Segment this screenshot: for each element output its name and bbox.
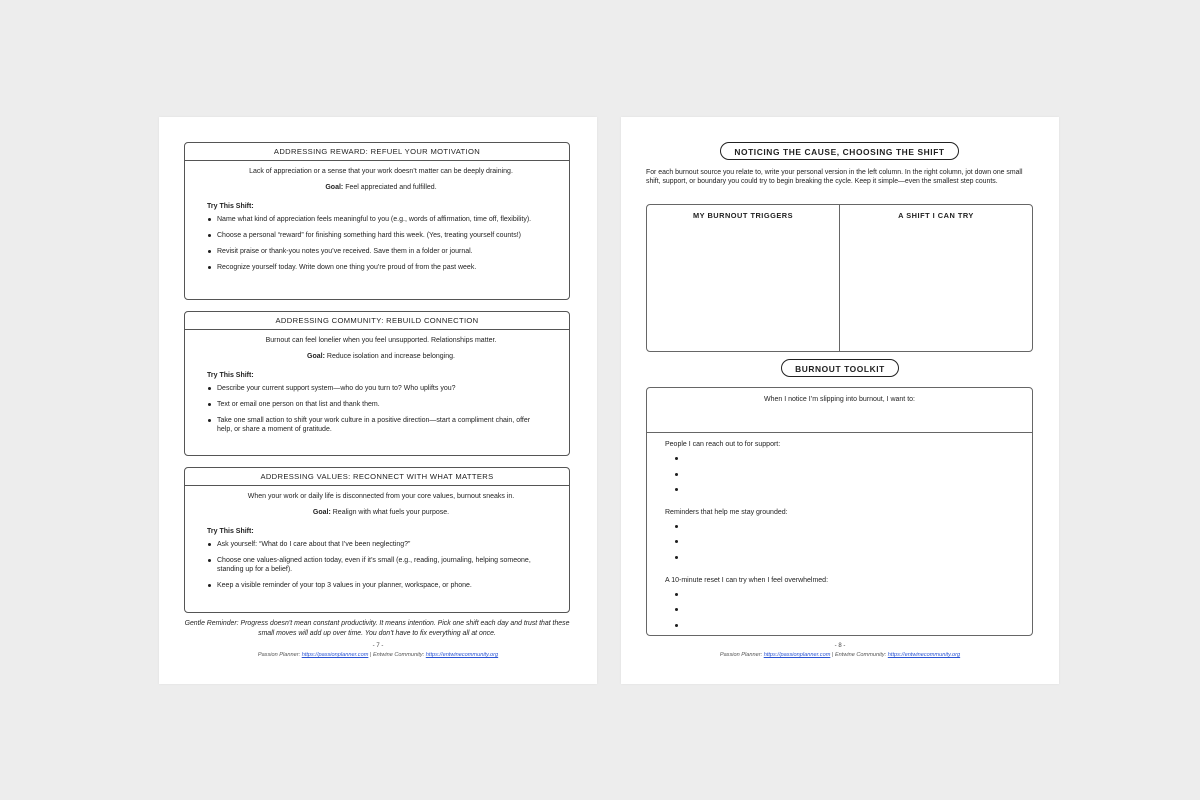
try-label: Try This Shift:: [207, 203, 254, 210]
section-intro: When your work or daily life is disconnected from your core values, burnout sneaks in.: [247, 493, 515, 500]
toolkit-label: Reminders that help me stay grounded:: [665, 508, 788, 516]
list-item: Choose a personal “reward” for finishing something hard this week. (Yes, treating yourself counts!): [217, 231, 557, 240]
page-8: [621, 117, 1059, 684]
passion-planner-link[interactable]: https://passionplanner.com: [301, 652, 369, 658]
toolkit-heading: BURNOUT TOOLKIT: [781, 359, 899, 377]
entwine-community-link[interactable]: https://entwinecommunity.org: [887, 652, 961, 658]
shift-list: [205, 215, 557, 272]
try-label: Try This Shift:: [207, 372, 254, 379]
list-item: Ask yourself: “What do I care about that I’ve been neglecting?”: [217, 540, 557, 549]
list-item: Choose one values-aligned action today, even if it’s small (e.g., reading, journaling, helping someone, standing up for a belief).: [217, 556, 557, 574]
gentle-reminder: Gentle Reminder: Progress doesn’t mean constant productivity. It means intention. Pick one shift each day and trust that these small moves will add up over time. You don’t have to fix everything all at once.: [184, 620, 570, 637]
blank-bullet[interactable]: [677, 485, 1014, 501]
page-7: [159, 117, 597, 684]
blank-bullet[interactable]: [677, 621, 1014, 637]
toolkit-label: People I can reach out to for support:: [665, 441, 781, 448]
blank-bullet[interactable]: [677, 605, 1014, 621]
shift-column[interactable]: [839, 205, 1032, 351]
list-item: Text or email one person on that list and thank them.: [217, 400, 557, 409]
page-number: - 7 -: [372, 643, 384, 649]
blank-bullet[interactable]: [677, 470, 1014, 486]
section-title: ADDRESSING COMMUNITY: REBUILD CONNECTION: [185, 312, 569, 330]
page-heading: NOTICING THE CAUSE, CHOOSING THE SHIFT: [720, 142, 959, 160]
shift-list: [205, 540, 557, 590]
section-goal: Goal: Reduce isolation and increase belonging.: [307, 353, 455, 360]
blank-bullet[interactable]: [677, 537, 1014, 553]
entwine-community-link[interactable]: https://entwinecommunity.org: [425, 652, 499, 658]
column-header: A SHIFT I CAN TRY: [898, 211, 974, 220]
list-item: Take one small action to shift your work culture in a positive direction—start a compliment chain, offer help, or share a moment of gratitude.: [217, 416, 557, 434]
blank-bullet[interactable]: [677, 522, 1014, 538]
list-item: Describe your current support system—who do you turn to? Who uplifts you?: [217, 384, 557, 393]
section-title: ADDRESSING VALUES: RECONNECT WITH WHAT MATTERS: [185, 468, 569, 486]
triggers-shift-table: [646, 204, 1033, 352]
instructions: For each burnout source you relate to, write your personal version in the left column. In the right column, jot down one small shift, support, or boundary you could try to begin breaking the cycle. Keep it simple—even the smallest step counts.: [646, 169, 1023, 185]
burnout-toolkit: [646, 387, 1033, 636]
toolkit-label: A 10-minute reset I can try when I feel overwhelmed:: [665, 576, 829, 584]
blank-bullet[interactable]: [677, 590, 1014, 606]
toolkit-bullets: [665, 454, 1014, 501]
column-header: MY BURNOUT TRIGGERS: [692, 211, 794, 220]
blank-bullet[interactable]: [677, 454, 1014, 470]
section-intro: Burnout can feel lonelier when you feel unsupported. Relationships matter.: [265, 337, 497, 344]
section-title: ADDRESSING REWARD: REFUEL YOUR MOTIVATION: [185, 143, 569, 161]
passion-planner-link[interactable]: https://passionplanner.com: [763, 652, 831, 658]
values-section: [184, 467, 570, 613]
toolkit-bullets: [665, 522, 1014, 569]
section-goal: Goal: Realign with what fuels your purpose.: [312, 509, 450, 516]
triggers-column[interactable]: [647, 205, 839, 351]
blank-bullet[interactable]: [677, 553, 1014, 569]
page-number: - 8 -: [834, 643, 846, 649]
page-footer: Passion Planner: https://passionplanner.com | Entwine Community: https://entwinecommunity.org: [719, 652, 961, 658]
page-footer: Passion Planner: https://passionplanner.com | Entwine Community: https://entwinecommunity.org: [257, 652, 499, 658]
toolkit-prompt: When I notice I’m slipping into burnout, I want to:: [764, 396, 915, 403]
list-item: Recognize yourself today. Write down one thing you’re proud of from the past week.: [217, 263, 557, 272]
community-section: [184, 311, 570, 456]
shift-list: [205, 384, 557, 434]
list-item: Revisit praise or thank-you notes you’ve received. Save them in a folder or journal.: [217, 247, 557, 256]
toolkit-bullets: [665, 590, 1014, 637]
reward-section: [184, 142, 570, 300]
section-intro: Lack of appreciation or a sense that your work doesn’t matter can be deeply draining.: [249, 168, 513, 175]
toolkit-prompt-area[interactable]: [647, 388, 1032, 433]
list-item: Name what kind of appreciation feels meaningful to you (e.g., words of affirmation, time off, flexibility).: [217, 215, 557, 224]
list-item: Keep a visible reminder of your top 3 values in your planner, workspace, or phone.: [217, 581, 557, 590]
try-label: Try This Shift:: [207, 528, 254, 535]
section-goal: Goal: Feel appreciated and fulfilled.: [325, 184, 437, 191]
